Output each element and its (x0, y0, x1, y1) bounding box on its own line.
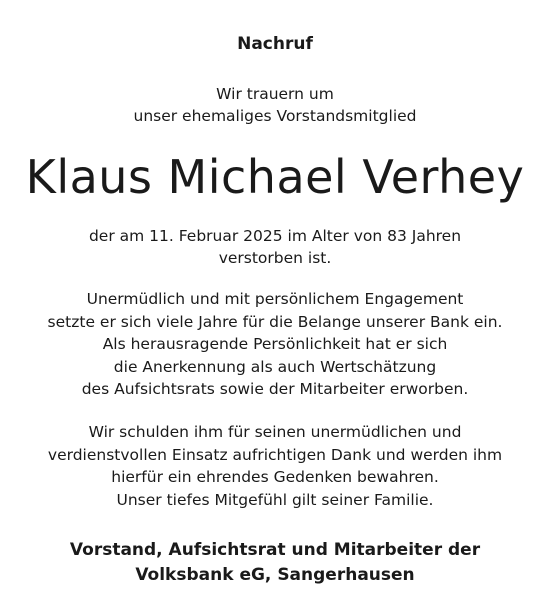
gratitude-line: Wir schulden ihm für seinen unermüdlichen und (88, 423, 462, 441)
intro-line: unser ehemaliges Vorstandsmitglied (133, 107, 417, 125)
passing-line: der am 11. Februar 2025 im Alter von 83 Jahren (88, 227, 462, 245)
tribute-line: setzte er sich viele Jahre für die Belange unserer Bank ein. (47, 312, 503, 331)
tribute-line: des Aufsichtsrats sowie der Mitarbeiter erworben. (81, 380, 469, 398)
deceased-name: Klaus Michael Verhey (25, 150, 525, 204)
intro-text (0, 83, 550, 127)
notice-heading: Nachruf (237, 34, 313, 54)
tribute-line: Unermüdlich und mit persönlichem Engagement (86, 290, 464, 308)
tribute-paragraph (0, 288, 550, 401)
tribute-line: die Anerkennung als auch Wertschätzung (113, 357, 437, 376)
gratitude-line: Unser tiefes Mitgefühl gilt seiner Familie. (116, 490, 434, 509)
passing-line: verstorben ist. (218, 249, 332, 267)
signature-line: Volksbank eG, Sangerhausen (135, 565, 415, 585)
passing-text (0, 225, 550, 269)
gratitude-paragraph (0, 421, 550, 511)
tribute-line: Als herausragende Persönlichkeit hat er sich (102, 335, 448, 353)
signature-line: Vorstand, Aufsichtsrat und Mitarbeiter der (69, 540, 481, 560)
intro-line: Wir trauern um (216, 85, 334, 103)
gratitude-line: hierfür ein ehrendes Gedenken bewahren. (111, 468, 439, 486)
signature-block (0, 538, 550, 588)
gratitude-line: verdienstvollen Einsatz aufrichtigen Dank und werden ihm (47, 445, 503, 464)
